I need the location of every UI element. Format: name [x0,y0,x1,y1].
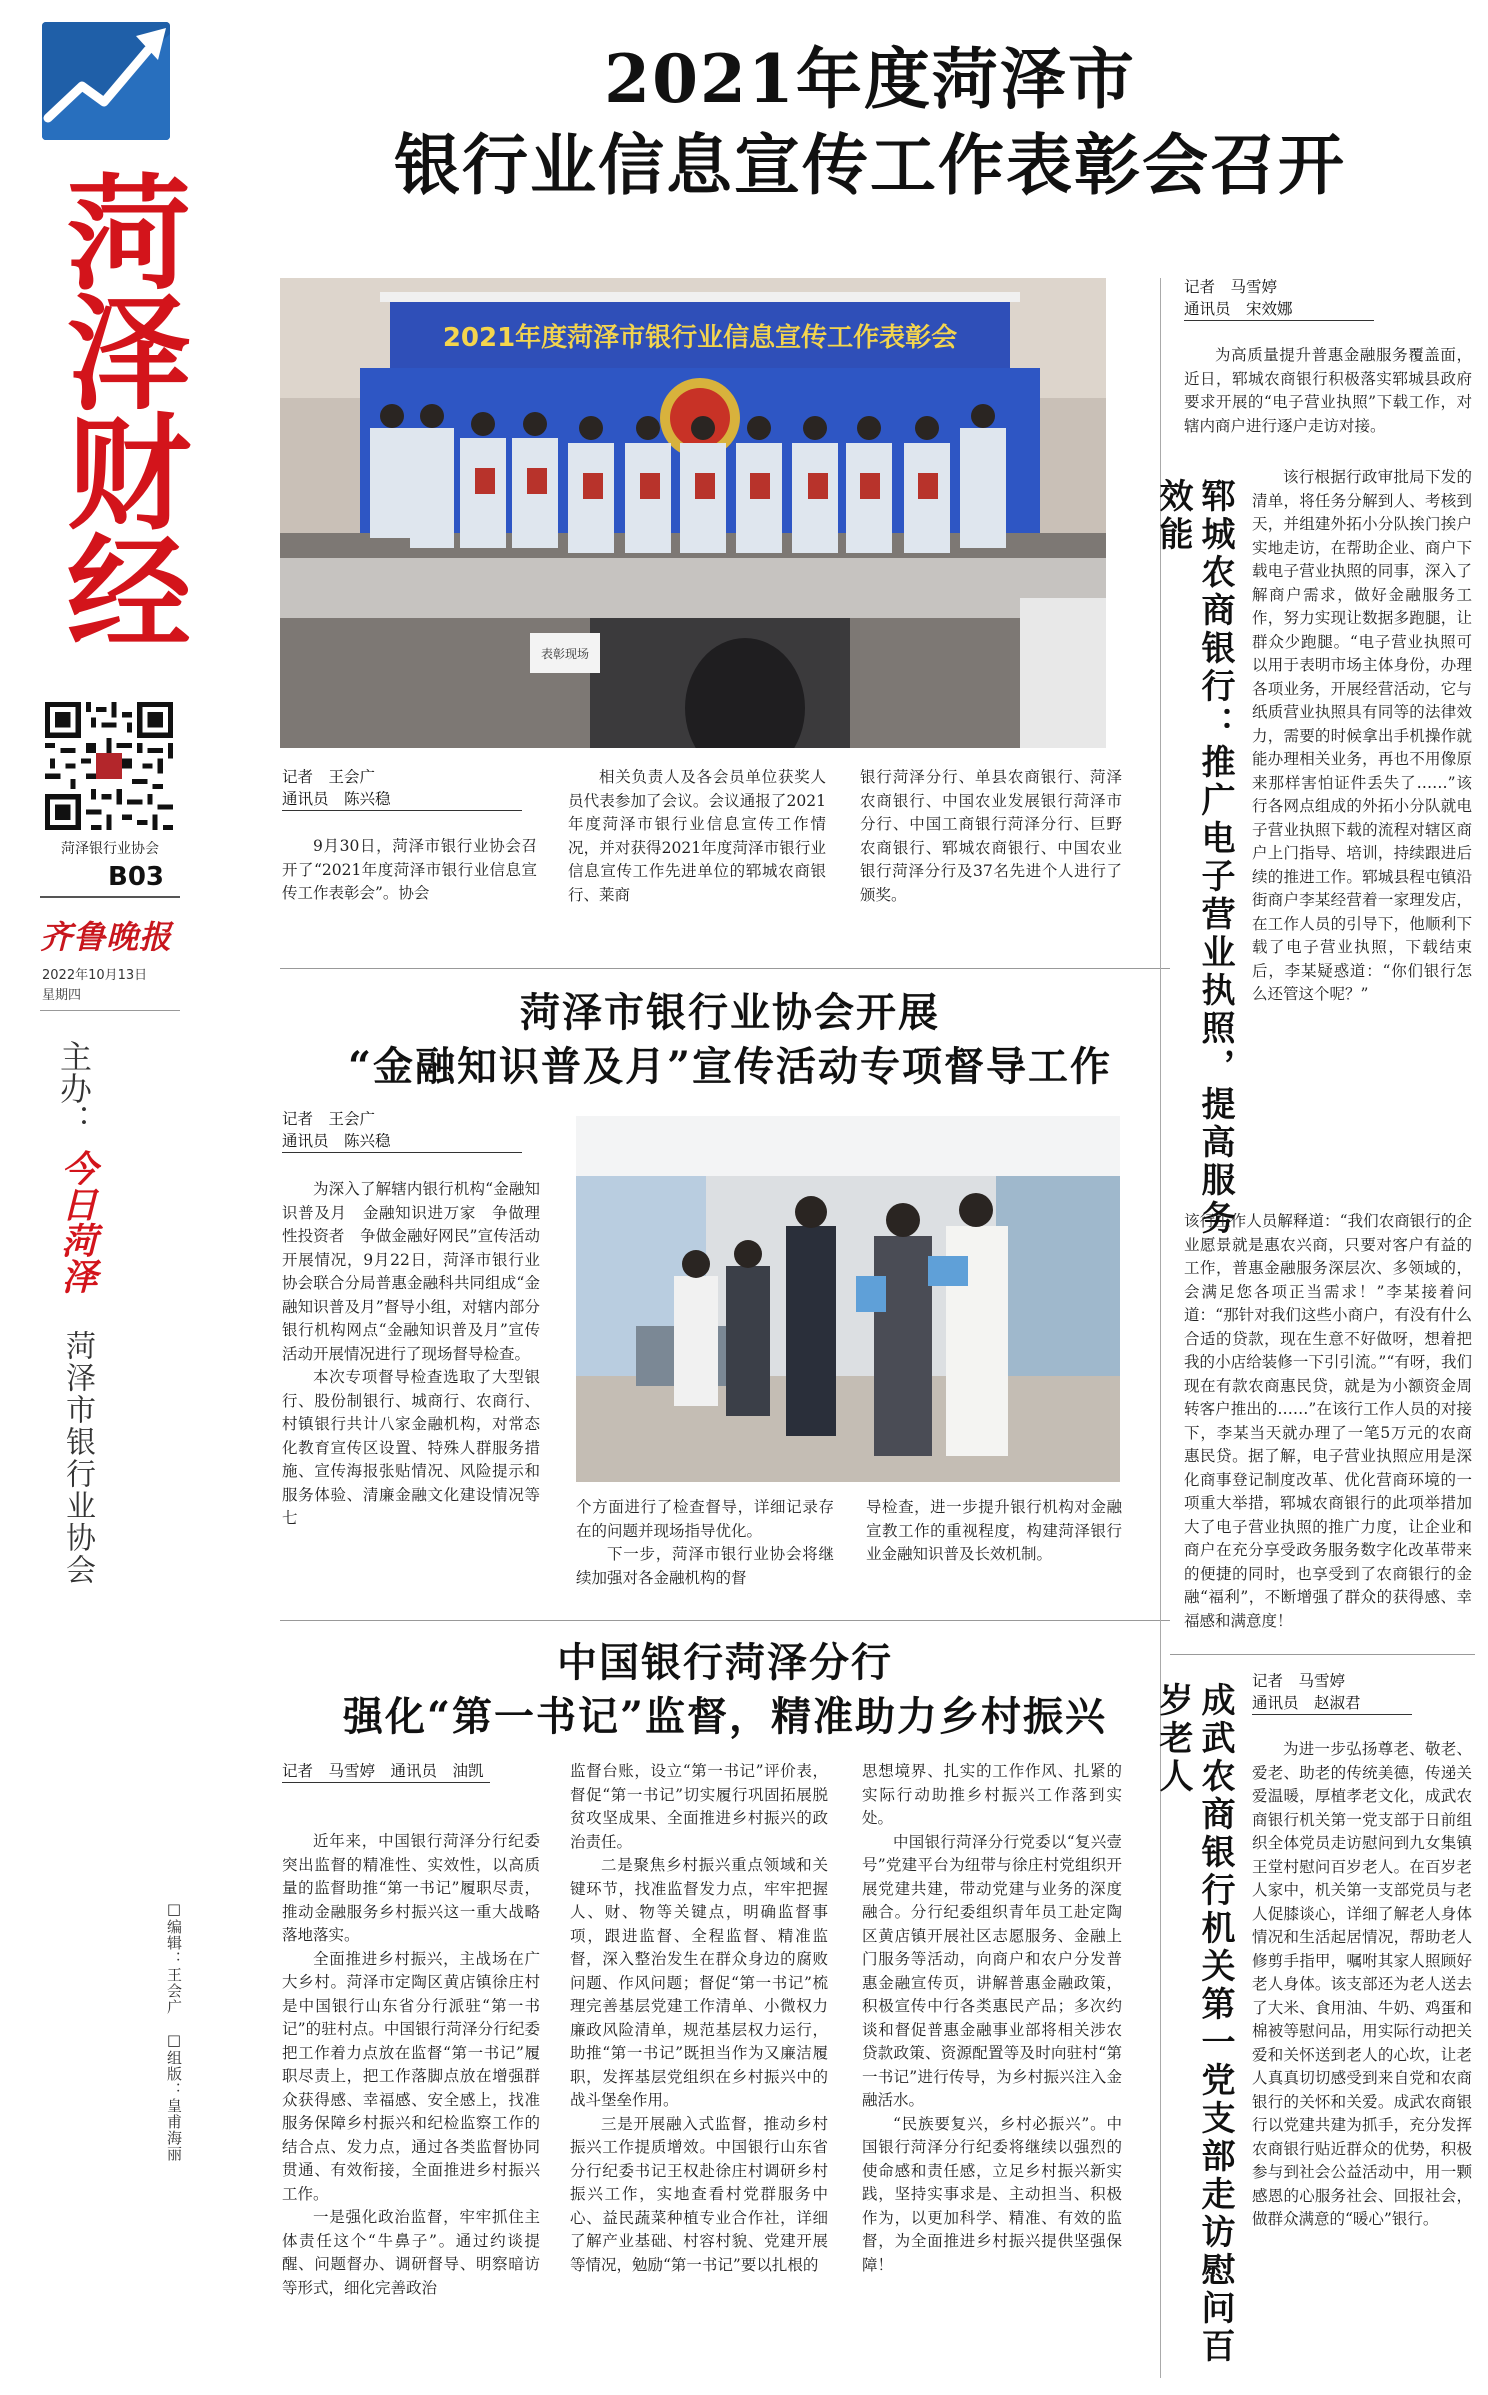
section-title: 菏泽财经 [46,168,190,648]
article3-col3: 思想境界、扎实的工作作风、扎紧的实际行动助推乡村振兴工作落到实处。 中国银行菏泽分行党委以“复兴壹号”党建平台为纽带与徐庄村党组织开展党建共建，带动党建与业务的深度融合。分行纪委组织青年员工赴定陶区黄店镇开展社区志愿服务、金融上门服务等活动，向商户和农户分发普惠金融宣传页，讲解普惠金融政策，积极宣传中行各类惠民产品；多次约谈和督促普惠金融事业部将相关涉农贷款政策、资源配置等及时向驻村“第一书记”进行传导，为乡村振兴注入金融活水。 “民族要复兴，乡村必振兴”。中国银行菏泽分行纪委将继续以强烈的使命感和责任感，立足乡村振兴新实践，坚持实事求是、主动担当、积极作为，以更加科学、精准、有效的监督，为全面推进乡村振兴提供坚强保障！ [862,1762,1122,2274]
editor-credits: □编辑：王会广 □组版：皇甫海丽 [165,1900,183,2162]
article5-reporter: 记者 马雪婷 [1252,1672,1346,1690]
issue-date: 2022年10月13日 [42,968,148,983]
article4-correspondent: 通讯员 宋效娜 [1184,298,1374,321]
article1-reporter: 记者 王会广 [282,768,376,786]
meeting-banner: 2021年度菏泽市银行业信息宣传工作表彰会 [442,323,958,353]
host-org: 菏泽市银行业协会 [60,1330,95,1586]
article1-title-line1: 2021年度菏泽市 [604,40,1136,118]
article1-col1: 9月30日，菏泽市银行业协会召开了“2021年度菏泽市银行业信息宣传工作表彰会”。协会 [282,837,537,902]
article2-correspondent: 通讯员 陈兴稳 [282,1130,522,1153]
article3-title [280,1636,1170,1744]
article2-col3: 导检查，进一步提升银行机构对金融宣教工作的重视程度，构建菏泽银行业金融知识普及长效机制。 [866,1498,1122,1563]
article2-title [300,986,1160,1094]
article2-photo [576,1116,1120,1482]
article3-title-line1: 中国银行菏泽分行 [557,1639,893,1686]
article4-byline [1184,276,1474,321]
article4-top-text: 为高质量提升普惠金融服务覆盖面，近日，郓城农商银行积极落实郓城县政府要求开展的“电子营业执照”下载工作，对辖内商户进行逐户走访对接。 [1184,346,1472,435]
article1-correspondent: 通讯员 陈兴稳 [282,788,522,811]
article3-byline: 记者 马雪婷 通讯员 油凯 [282,1760,542,1783]
placard-text: 表彰现场 [540,647,590,661]
host-brand: 今日菏泽 [56,1150,97,1294]
article5-title: 成武农商银行机关第一党支部走访慰问百岁老人 [1153,1682,1235,2366]
article1-byline [282,766,537,811]
article5-byline [1252,1670,1472,1715]
divider [280,1620,1170,1621]
article4-reporter: 记者 马雪婷 [1184,278,1278,296]
qr-code [45,702,173,830]
divider [40,896,180,898]
article2-col1: 为深入了解辖内银行机构“金融知识普及月 金融知识进万家 争做理性投资者 争做金融好网民”宣传活动开展情况，9月22日，菏泽市银行业协会联合分局普惠金融科共同组成“金融知识普及月”督导小组，对辖内部分银行机构网点“金融知识普及月”宣传活动开展情况进行了现场督导检查。 本次专项督导检查选取了大型银行、股份制银行、城商行、农商行、村镇银行共计八家金融机构，对常态化教育宣传区设置、特殊人群服务措施、宣传海报张贴情况、风险提示和服务体验、清廉金融文化建设情况等七 [282,1180,540,1527]
newspaper-name: 齐鲁晚报 [40,918,173,956]
article3-title-line2: 强化“第一书记”监督，精准助力乡村振兴 [342,1693,1107,1740]
divider [1170,1654,1475,1655]
article4-title: 郓城农商银行：推广电子营业执照，提高服务效能 [1153,478,1235,1238]
article4-wide-text: 该行工作人员解释道：“我们农商银行的企业愿景就是惠农兴商，只要对客户有益的工作，普惠金融服务深层次、多领域的，会满足您各项正当需求！”李某接着问道：“那针对我们这些小商户，有没有什么合适的贷款，现在生意不好做呀，想着把我的小店给装修一下引引流。”“有呀，我们现在有款农商惠民贷，就是为小额资金周转客户推出的……”在该行工作人员的对接下，李某当天就办理了一笔5万元的农商惠民贷。据了解，电子营业执照应用是深化商事登记制度改革、优化营商环境的一项重大举措，郓城农商银行的此项举措加大了电子营业执照的推广力度，让企业和商户在充分享受政务服务数字化改革带来的便捷的同时，也享受到了农商银行的金融“福利”，不断增强了群众的获得感、幸福感和满意度！ [1184,1212,1472,1630]
divider [280,968,1170,969]
article2-title-line2: “金融知识普及月”宣传活动专项督导工作 [347,1043,1112,1090]
article2-col2: 个方面进行了检查督导，详细记录存在的问题并现场指导优化。 下一步，菏泽市银行业协会将继续加强对各金融机构的督 [576,1498,834,1587]
article1-col3: 银行菏泽分行、单县农商银行、菏泽农商银行、中国农业发展银行菏泽市分行、中国工商银行菏泽分行、巨野农商银行、郓城农商银行、中国农业银行菏泽分行及37名先进个人进行了颁奖。 [860,768,1122,904]
article3-col1: 近年来，中国银行菏泽分行纪委突出监督的精准性、实效性，以高质量的监督助推“第一书记”履职尽责，推动金融服务乡村振兴这一重大战略落地落实。 全面推进乡村振兴，主战场在广大乡村。菏泽市定陶区黄店镇徐庄村是中国银行山东省分行派驻“第一书记”的驻村点。中国银行菏泽分行纪委把工作着力点放在监督“第一书记”履职尽责上，把工作落脚点放在增强群众获得感、幸福感、安全感上，找准服务保障乡村振兴和纪检监察工作的结合点、发力点，通过各类监督协同贯通、有效衔接，全面推进乡村振兴工作。 一是强化政治监督，牢牢抓住主体责任这个“牛鼻子”。通过约谈提醒、问题督办、调研督导、明察暗访等形式，细化完善政治 [282,1832,540,2297]
article1-title-line2: 银行业信息宣传工作表彰会召开 [394,126,1346,204]
article1-photo [280,278,1106,748]
article1-col2: 相关负责人及各会员单位获奖人员代表参加了会议。会议通报了2021年度菏泽市银行业信息宣传工作情况，并对获得2021年度菏泽市银行业信息宣传工作先进单位的郓城农商银行、莱商 [568,768,826,904]
article5-correspondent: 通讯员 赵淑君 [1252,1692,1412,1715]
article5-text: 为进一步弘扬尊老、敬老、爱老、助老的传统美德，传递关爱温暖，厚植孝老文化，成武农商银行机关第一党支部于日前组织全体党员走访慰问到九女集镇王堂村慰问百岁老人。在百岁老人家中，机关第一支部党员与老人促膝谈心，详细了解老人身体情况和生活起居情况，帮助老人修剪手指甲，嘱咐其家人照顾好老人身体。该支部还为老人送去了大米、食用油、牛奶、鸡蛋和棉被等慰问品，用实际行动把关爱和关怀送到老人的心坎，让老人真真切切感受到来自党和农商银行的关怀和关爱。成武农商银行以党建共建为抓手，充分发挥农商银行贴近群众的优势，积极参与到社会公益活动中，用一颗感恩的心服务社会、回报社会，做群众满意的“暖心”银行。 [1252,1740,1472,2228]
article2-reporter: 记者 王会广 [282,1110,376,1128]
rising-chart-icon [42,22,170,140]
article3-col2: 监督台账，设立“第一书记”评价表，督促“第一书记”切实履行巩固拓展脱贫攻坚成果、全面推进乡村振兴的政治责任。 二是聚焦乡村振兴重点领域和关键环节，找准监督发力点，牢牢把握人、财、物等关键点，明确监督事项，跟进监督、全程监督、精准监督，深入整治发生在群众身边的腐败问题、作风问题；督促“第一书记”梳理完善基层党建工作清单、小微权力廉政风险清单，规范基层权力运行，助推“第一书记”既担当作为又廉洁履职，发挥基层党组织在乡村振兴中的战斗堡垒作用。 三是开展融入式监督，推动乡村振兴工作提质增效。中国银行山东省分行纪委书记王权赴徐庄村调研乡村振兴工作，实地查看村党群服务中心、益民蔬菜种植专业合作社，详细了解产业基础、村容村貌、党建开展等情况，勉励“第一书记”要以扎根的 [570,1762,828,2274]
host-label: 主办： [55,1040,93,1136]
article2-title-line1: 菏泽市银行业协会开展 [520,989,940,1036]
masthead-logo [42,22,170,140]
article2-byline [282,1108,542,1153]
page-code: B03 [108,862,164,892]
article1-title [270,36,1470,208]
qr-caption: 菏泽银行业协会 [61,841,159,857]
article4-narrow-text: 该行根据行政审批局下发的清单，将任务分解到人、考核到天，并组建外拓小分队挨门挨户实地走访，在帮助企业、商户下载电子营业执照的同事，深入了解商户需求，做好金融服务工作，努力实现让数据多跑腿，让群众少跑腿。“电子营业执照可以用于表明市场主体身份，办理各项业务，开展经营活动，它与纸质营业执照具有同等的法律效力，需要的时候拿出手机操作就能办理相关业务，再也不用像原来那样害怕证件丢失了……”该行各网点组成的外拓小分队就电子营业执照下载的流程对辖区商户上门指导、培训，持续跟进后续的推进工作。郓城县程屯镇沿街商户李某经营着一家理发店，在工作人员的引导下，他顺利下载了电子营业执照，下载结束后，李某疑惑道：“你们银行怎么还管这个呢？” [1252,468,1472,1003]
divider [40,1010,180,1011]
divider [1160,278,1161,2378]
issue-weekday: 星期四 [42,988,82,1003]
